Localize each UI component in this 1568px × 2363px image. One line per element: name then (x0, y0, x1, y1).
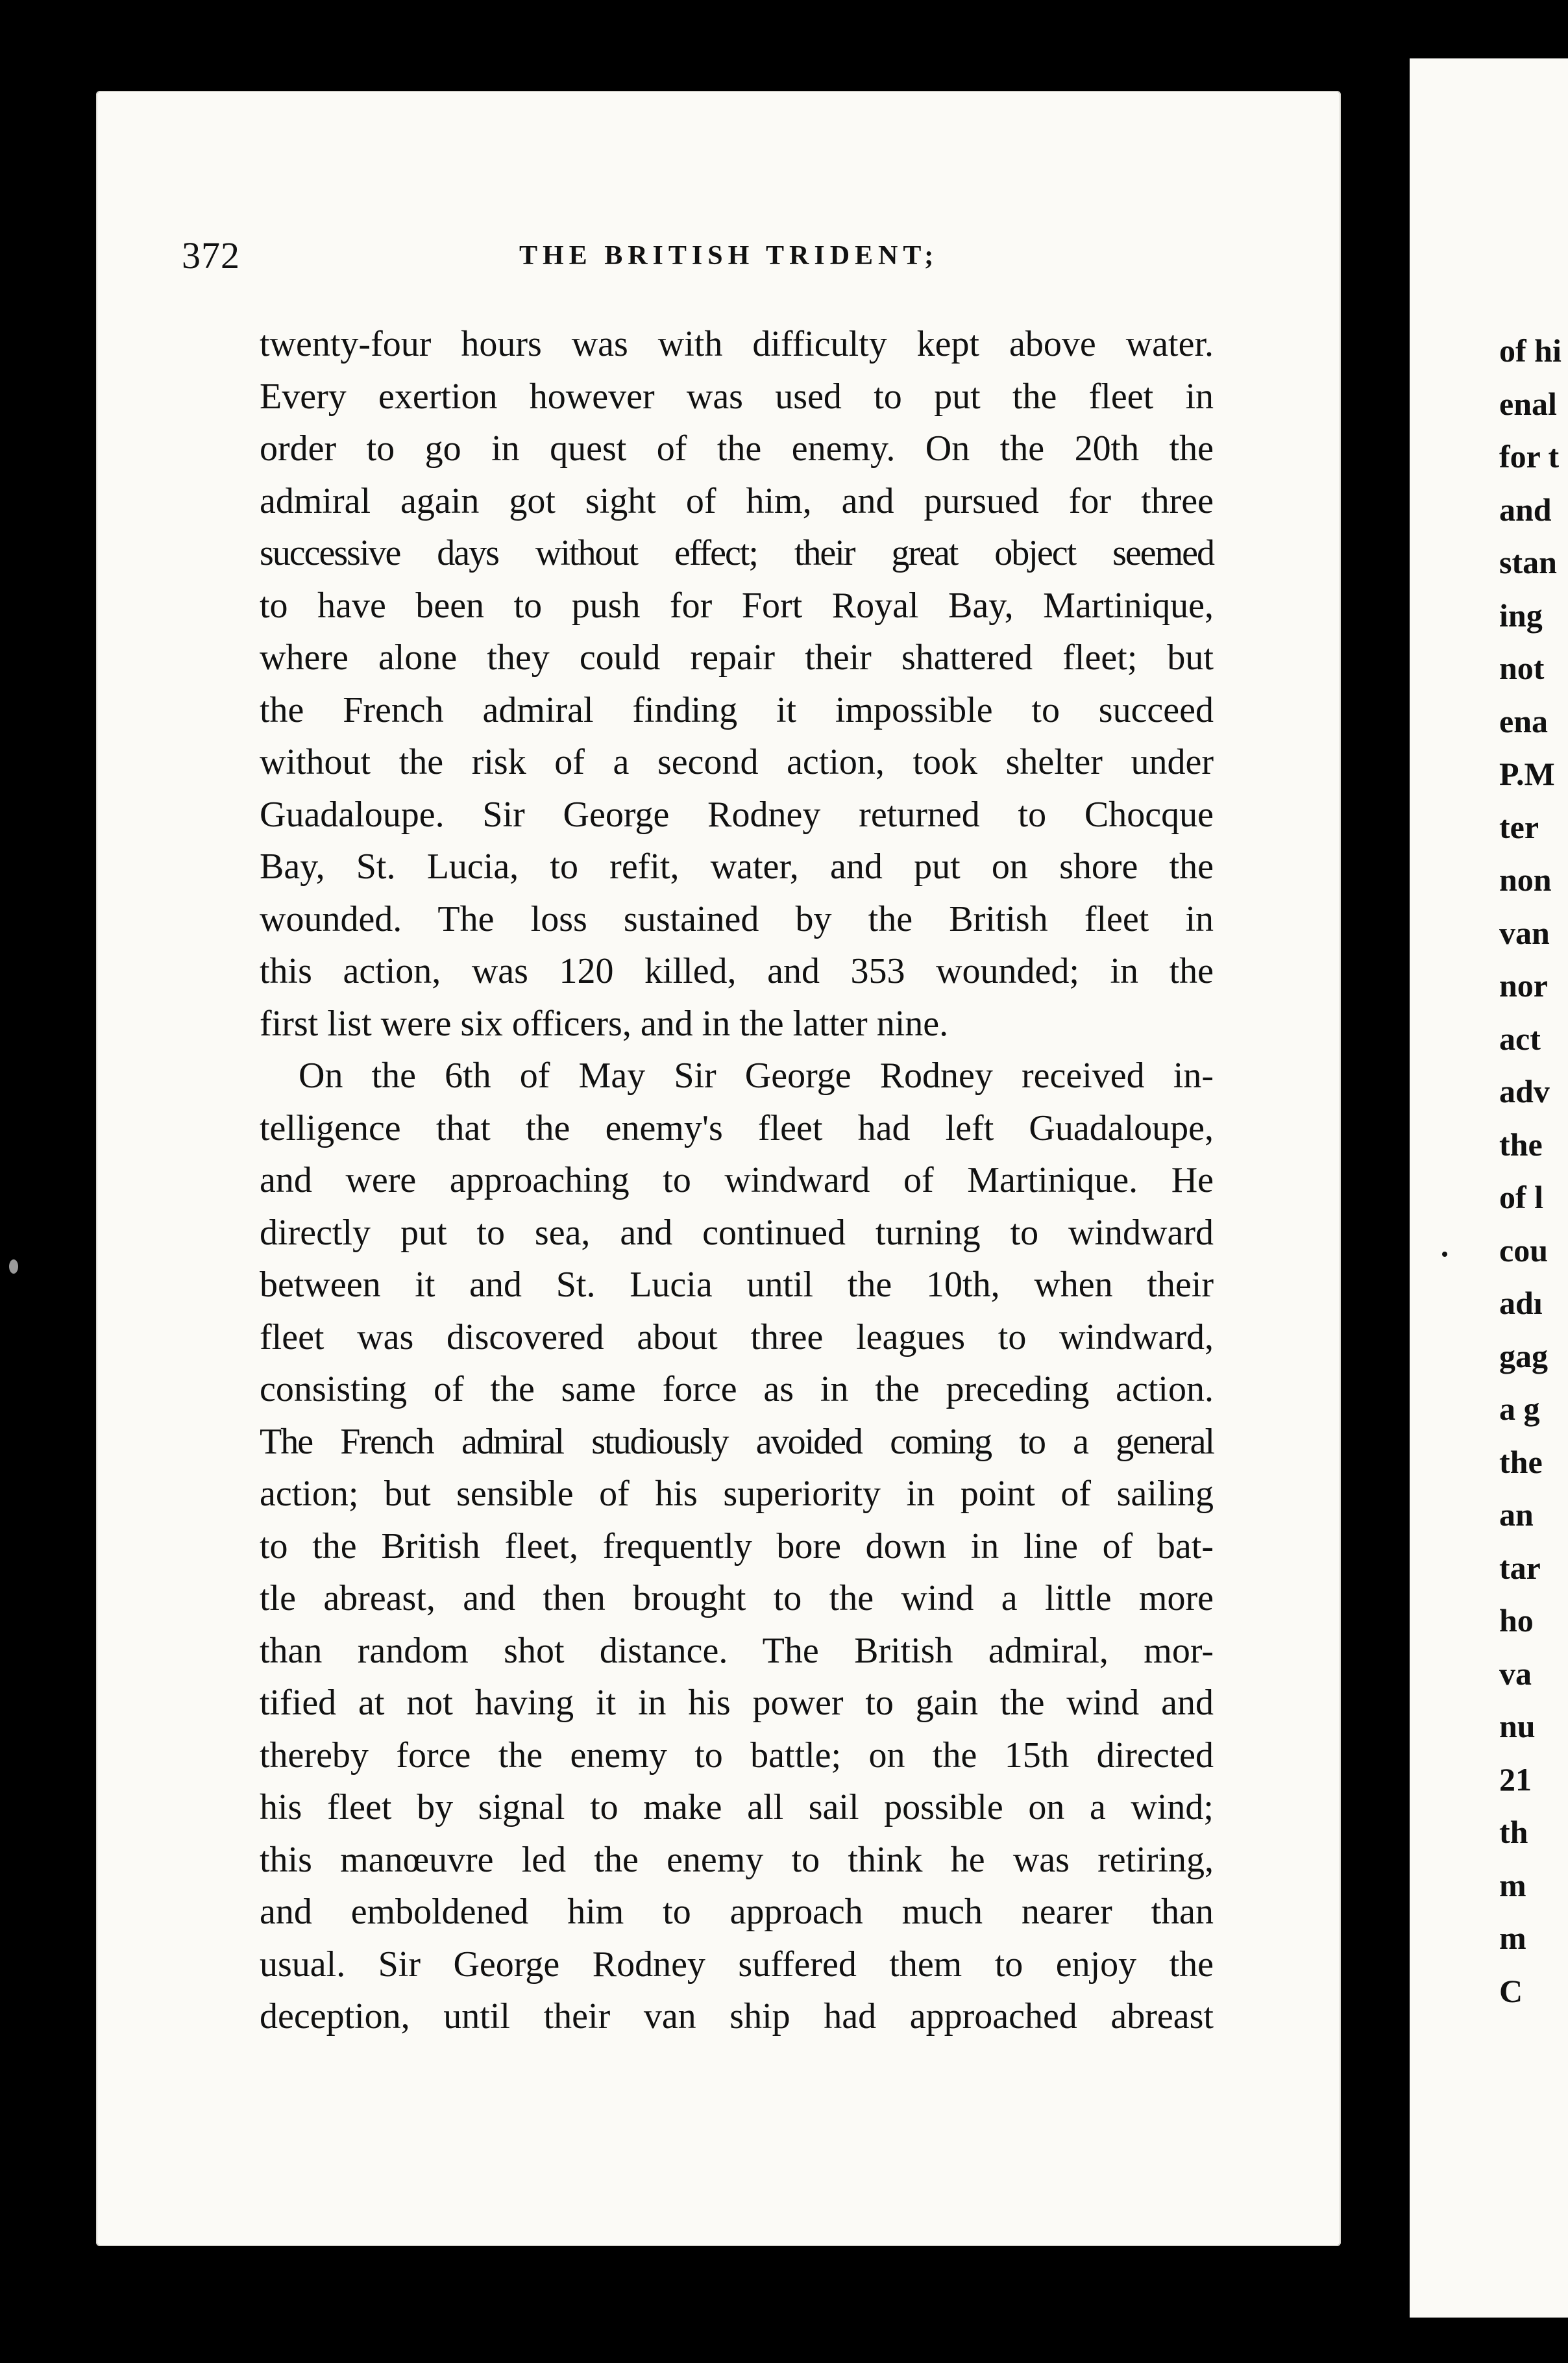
facing-text-line: of l (1499, 1179, 1544, 1215)
facing-text-line: the (1499, 1443, 1543, 1480)
facing-text-line: tar (1499, 1549, 1541, 1586)
facing-text-line: act (1499, 1020, 1541, 1057)
text-line: Bay, St. Lucia, to refit, water, and put on shore the (260, 847, 1214, 887)
facing-text-line: nu (1499, 1708, 1536, 1744)
text-line: deception, until their van ship had approached abreast (260, 1996, 1214, 2036)
text-line: Every exertion however was used to put the fleet in (260, 376, 1214, 417)
running-head (182, 234, 1155, 286)
paragraph-start: On the 6th of May Sir George Rodney received in- (299, 1056, 1214, 1096)
body-text (260, 318, 1214, 2043)
text-line: this manœuvre led the enemy to think he was retiring, (260, 1839, 1214, 1880)
running-title: THE BRITISH TRIDENT; (519, 241, 939, 271)
text-line: where alone they could repair their shattered fleet; but (260, 637, 1214, 678)
text-line: fleet was discovered about three leagues to windward, (260, 1317, 1214, 1357)
facing-text-line: a g (1499, 1391, 1540, 1427)
text-line: his fleet by signal to make all sail possible on a wind; (260, 1787, 1214, 1827)
text-line: thereby force the enemy to battle; on the 15th directed (260, 1735, 1214, 1775)
text-line: directly put to sea, and continued turning to windward (260, 1212, 1214, 1253)
facing-text-line: for t (1499, 438, 1560, 475)
facing-text-line: th (1499, 1814, 1528, 1850)
text-line: between it and St. Lucia until the 10th, when their (260, 1265, 1214, 1305)
text-line: action; but sensible of his superiority in point of sailing (260, 1474, 1214, 1514)
facing-text-line: non (1499, 861, 1552, 898)
facing-text-line: va (1499, 1655, 1532, 1692)
facing-text-line: m (1499, 1866, 1526, 1903)
facing-text-line: the (1499, 1126, 1543, 1163)
dust-speck (1442, 1252, 1447, 1257)
facing-text-line: ing (1499, 597, 1543, 634)
facing-text-line: ena (1499, 702, 1548, 739)
facing-text-line: 21 (1499, 1761, 1532, 1798)
facing-text-line: adı (1499, 1285, 1543, 1321)
facing-text-line: nor (1499, 967, 1548, 1004)
text-line: wounded. The loss sustained by the British fleet in (260, 898, 1214, 939)
book-gutter (1341, 78, 1410, 2298)
facing-text-line: P.M (1499, 756, 1555, 792)
facing-text-line: ter (1499, 808, 1539, 845)
page-number: 372 (182, 234, 240, 277)
text-line: this action, was 120 killed, and 353 wounded; in the (260, 951, 1214, 991)
text-line: tified at not having it in his power to gain the wind and (260, 1683, 1214, 1723)
text-line: than random shot distance. The British admiral, mor- (260, 1630, 1214, 1671)
text-line: to have been to push for Fort Royal Bay, Martinique, (260, 585, 1214, 626)
text-line: and were approaching to windward of Martinique. He (260, 1160, 1214, 1200)
facing-text-line: ho (1499, 1602, 1534, 1639)
text-line: tle abreast, and then brought to the wind a little more (260, 1578, 1214, 1618)
facing-text-line: van (1499, 914, 1550, 951)
text-line: telligence that the enemy's fleet had left Guadaloupe, (260, 1107, 1214, 1148)
facing-text-line: and (1499, 491, 1552, 528)
text-line: order to go in quest of the enemy. On the 20th the (260, 428, 1214, 469)
facing-text-line: m (1499, 1920, 1526, 1956)
text-line: consisting of the same force as in the preceding action. (260, 1369, 1214, 1409)
text-line: successive days without effect; their great object seemed (260, 533, 1214, 573)
text-line: and emboldened him to approach much nearer than (260, 1892, 1214, 1932)
facing-text-line: stan (1499, 544, 1557, 580)
text-line: admiral again got sight of him, and pursued for three (260, 480, 1214, 521)
text-line: without the risk of a second action, took shelter under (260, 742, 1214, 782)
text-line: Guadaloupe. Sir George Rodney returned to Chocque (260, 794, 1214, 835)
facing-text-line: an (1499, 1496, 1534, 1533)
facing-text-line: cou (1499, 1231, 1548, 1268)
text-line: first list were six officers, and in the latter nine. (260, 1003, 949, 1044)
text-line: usual. Sir George Rodney suffered them to enjoy the (260, 1944, 1214, 1985)
facing-text-line: not (1499, 650, 1545, 686)
facing-text-line: enal (1499, 385, 1557, 422)
facing-text-line: gag (1499, 1337, 1548, 1374)
facing-text-line: adv (1499, 1073, 1550, 1109)
facing-page-text (1499, 325, 1562, 2018)
facing-text-line: of hi (1499, 332, 1562, 369)
text-line: twenty-four hours was with difficulty kept above water. (260, 324, 1214, 364)
text-line: The French admiral studiously avoided coming to a general (260, 1421, 1214, 1462)
facing-text-line: C (1499, 1972, 1523, 2009)
dust-speck (9, 1259, 18, 1274)
text-line: the French admiral finding it impossible to succeed (260, 689, 1214, 730)
text-line: to the British fleet, frequently bore down in line of bat- (260, 1526, 1214, 1566)
